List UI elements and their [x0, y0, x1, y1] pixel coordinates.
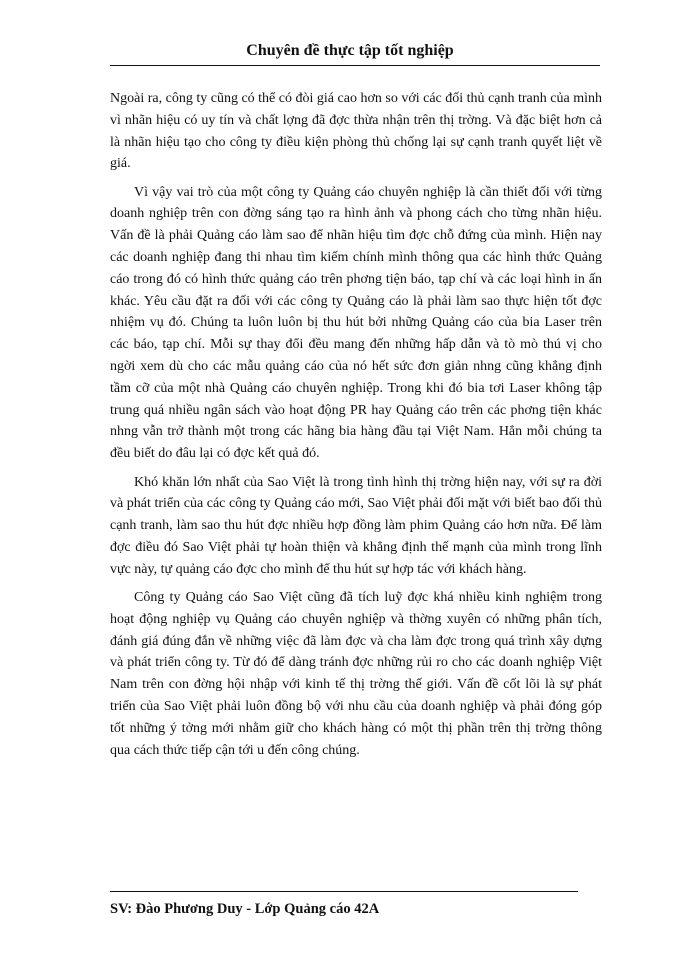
body-text [110, 88, 602, 768]
page-footer: SV: Đào Phương Duy - Lớp Quảng cáo 42A [110, 901, 380, 917]
footer-divider [110, 891, 578, 892]
paragraph-3: Khó khăn lớn nhất của Sao Việt là trong tình hình thị trờng hiện nay, với sự ra đời và phát triển của các công ty Quảng cáo mới, Sao Việt phải đối mặt với biết bao đối thủ cạnh tranh, làm sao thu hút đợc nhiều hợp đồng làm phim Quảng cáo hơn nữa. Để làm đợc điều đó Sao Việt phải tự hoàn thiện và khẳng định thế mạnh của mình trong lĩnh vực này, tự quảng cáo đợc cho mình để thu hút sự hợp tác với khách hàng. [110, 474, 602, 577]
page-header-title: Chuyên đề thực tập tốt nghiệp [246, 42, 454, 59]
paragraph-2: Vì vậy vai trò của một công ty Quảng cáo chuyên nghiệp là cần thiết đối với từng doanh nghiệp trên con đờng sáng tạo ra hình ảnh và phong cách cho từng nhãn hiệu. Vấn đề là phải Quảng cáo làm sao để nhãn hiệu tìm đợc chỗ đứng của mình. Hiện nay các doanh nghiệp đang thi nhau tìm kiếm chính mình thông qua các hình thức Quảng cáo trong đó có hình thức quảng cáo trên phơng tiện báo, tạp chí và các loại hình in ấn khác. Yêu cầu đặt ra đối với các công ty Quảng cáo là phải làm sao thực hiện tốt đợc nhiệm vụ đó. Chúng ta luôn luôn bị thu hút bởi những Quảng cáo của bia Laser trên các báo, tạp chí. Mỗi sự thay đổi đều mang đến những hấp dẫn và tò mò thú vị cho ngời xem dù cho các mẫu quảng cáo của nó hết sức đơn giản nhng cũng khẳng định tầm cỡ của một nhà Quảng cáo chuyên nghiệp. Trong khi đó bia tơi Laser không tập trung quá nhiều ngân sách vào hoạt động PR hay Quảng cáo trên các phơng tiện khác nhng vẫn trở thành một trong các hãng bia hàng đầu tại Việt Nam. Hẳn mỗi chúng ta đều biết do đâu lại có đợc kết quả đó. [110, 184, 602, 462]
paragraph-1: Ngoài ra, công ty cũng có thể có đòi giá cao hơn so với các đối thủ cạnh tranh của mình vì nhãn hiệu có uy tín và chất lợng đã đợc thừa nhận trên thị trờng. Và đặc biệt hơn cả là nhãn hiệu tạo cho công ty điều kiện phòng thủ chống lại sự cạnh tranh quyết liệt về giá. [110, 91, 602, 172]
paragraph-4: Công ty Quảng cáo Sao Việt cũng đã tích luỹ đợc khá nhiều kinh nghiệm trong hoạt động nghiệp vụ Quảng cáo chuyên nghiệp và thờng xuyên có những phân tích, đánh giá đúng đắn về những việc đã làm đợc và cha làm đợc trong quá trình xây dựng và phát triển công ty. Từ đó để dàng tránh đợc những rủi ro cho các doanh nghiệp Việt Nam trên con đờng hội nhập với kinh tế thị trờng thế giới. Vấn đề cốt lõi là sự phát triển của Sao Việt phải luôn đồng bộ với nhu cầu của doanh nghiệp và phải đóng góp tốt những ý tởng mới nhằm giữ cho khách hàng có một thị phần trên thị trờng thông qua cách thức tiếp cận tới u đến công chúng. [110, 590, 602, 758]
header-divider [110, 65, 600, 66]
